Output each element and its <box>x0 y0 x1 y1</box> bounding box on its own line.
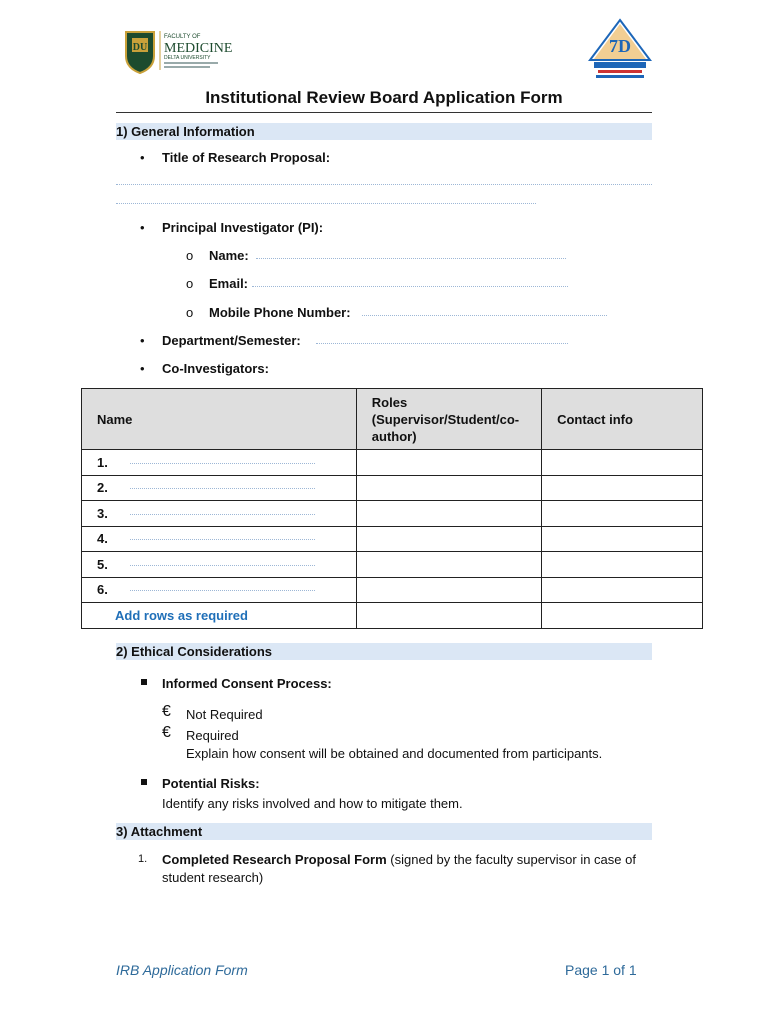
research-title-label: Title of Research Proposal: <box>162 150 331 165</box>
delta-university-logo <box>588 18 652 80</box>
name-line <box>130 565 315 566</box>
row-number: 6. <box>97 582 108 598</box>
name-cell[interactable] <box>82 501 357 527</box>
pi-label: Principal Investigator (PI): <box>162 220 324 235</box>
svg-text:DELTA UNIVERSITY: DELTA UNIVERSITY <box>164 55 211 61</box>
attachment-title: Completed Research Proposal Form <box>162 852 387 867</box>
risks-explanation: Identify any risks involved and how to mitigate them. <box>162 796 463 811</box>
add-rows-link[interactable]: Add rows as required <box>115 607 248 623</box>
row-number: 1. <box>97 454 108 470</box>
footer-document-name: IRB Application Form <box>116 962 248 978</box>
role-cell[interactable] <box>356 501 541 527</box>
name-line <box>130 463 315 464</box>
table-row <box>82 552 703 578</box>
bullet-icon: • <box>140 361 145 376</box>
header-contact: Contact info <box>542 389 703 450</box>
option-not-required[interactable]: Not Required <box>186 707 263 722</box>
svg-text:MEDICINE: MEDICINE <box>164 41 233 56</box>
consent-label: Informed Consent Process: <box>162 676 332 691</box>
bullet-icon: • <box>140 333 145 348</box>
sub-bullet-icon: o <box>186 248 194 263</box>
attachment-item <box>162 851 652 887</box>
svg-text:DU: DU <box>132 42 148 53</box>
svg-text:7D: 7D <box>609 36 631 56</box>
table-row <box>82 450 703 476</box>
attachment-note: (signed by the faculty supervisor in case of student research) <box>162 852 636 885</box>
pi-email-field[interactable] <box>252 286 568 287</box>
square-bullet-icon <box>141 679 147 685</box>
contact-cell[interactable] <box>542 501 703 527</box>
section-1-heading: 1) General Information <box>116 124 255 139</box>
row-number: 3. <box>97 505 108 521</box>
research-title-line-2[interactable] <box>116 203 536 204</box>
table-row <box>82 526 703 552</box>
row-number: 4. <box>97 531 108 547</box>
faculty-of-medicine-logo <box>124 28 234 74</box>
footer-page-number: Page 1 of 1 <box>565 962 637 978</box>
attachment-number: 1. <box>138 853 148 865</box>
bullet-icon: • <box>140 220 145 235</box>
table-row <box>82 577 703 603</box>
table-header-row <box>82 389 703 450</box>
square-bullet-icon <box>141 779 147 785</box>
department-label: Department/Semester: <box>162 333 301 348</box>
co-investigators-table <box>81 388 703 629</box>
role-cell[interactable] <box>356 475 541 501</box>
co-investigators-label: Co-Investigators: <box>162 361 269 376</box>
page-title: Institutional Review Board Application Form <box>205 88 563 107</box>
name-line <box>130 488 315 489</box>
contact-cell[interactable] <box>542 450 703 476</box>
consent-explanation: Explain how consent will be obtained and documented from participants. <box>186 746 603 761</box>
name-line <box>130 514 315 515</box>
add-rows-cell <box>82 603 357 629</box>
name-cell[interactable] <box>82 450 357 476</box>
pi-phone-label: Mobile Phone Number: <box>209 305 351 320</box>
name-cell[interactable] <box>82 552 357 578</box>
contact-cell[interactable] <box>542 475 703 501</box>
section-3-heading: 3) Attachment <box>116 824 203 839</box>
svg-text:FACULTY OF: FACULTY OF <box>164 34 201 40</box>
pi-email-label: Email: <box>209 276 249 291</box>
contact-cell[interactable] <box>542 577 703 603</box>
checkbox-icon[interactable]: € <box>162 703 171 720</box>
name-line <box>130 590 315 591</box>
sub-bullet-icon: o <box>186 276 194 291</box>
department-field[interactable] <box>316 343 568 344</box>
name-cell[interactable] <box>82 526 357 552</box>
research-title-line-1[interactable] <box>116 184 652 185</box>
header-name: Name <box>82 389 357 450</box>
contact-cell[interactable] <box>542 526 703 552</box>
bullet-icon: • <box>140 150 145 165</box>
header-roles: Roles (Supervisor/Student/co-author) <box>356 389 541 450</box>
row-number: 5. <box>97 556 108 572</box>
role-cell[interactable] <box>356 552 541 578</box>
role-cell[interactable] <box>356 603 541 629</box>
pi-name-field[interactable] <box>256 258 566 259</box>
row-number: 2. <box>97 480 108 496</box>
sub-bullet-icon: o <box>186 305 194 320</box>
pi-name-label: Name: <box>209 248 249 263</box>
table-row <box>82 475 703 501</box>
option-required[interactable]: Required <box>186 728 239 743</box>
contact-cell[interactable] <box>542 603 703 629</box>
contact-cell[interactable] <box>542 552 703 578</box>
checkbox-icon[interactable]: € <box>162 724 171 741</box>
name-cell[interactable] <box>82 475 357 501</box>
title-divider <box>116 112 652 113</box>
table-row <box>82 603 703 629</box>
role-cell[interactable] <box>356 526 541 552</box>
risks-label: Potential Risks: <box>162 776 260 791</box>
table-row <box>82 501 703 527</box>
name-line <box>130 539 315 540</box>
pi-phone-field[interactable] <box>362 315 607 316</box>
role-cell[interactable] <box>356 577 541 603</box>
section-2-heading: 2) Ethical Considerations <box>116 644 273 659</box>
name-cell[interactable] <box>82 577 357 603</box>
role-cell[interactable] <box>356 450 541 476</box>
